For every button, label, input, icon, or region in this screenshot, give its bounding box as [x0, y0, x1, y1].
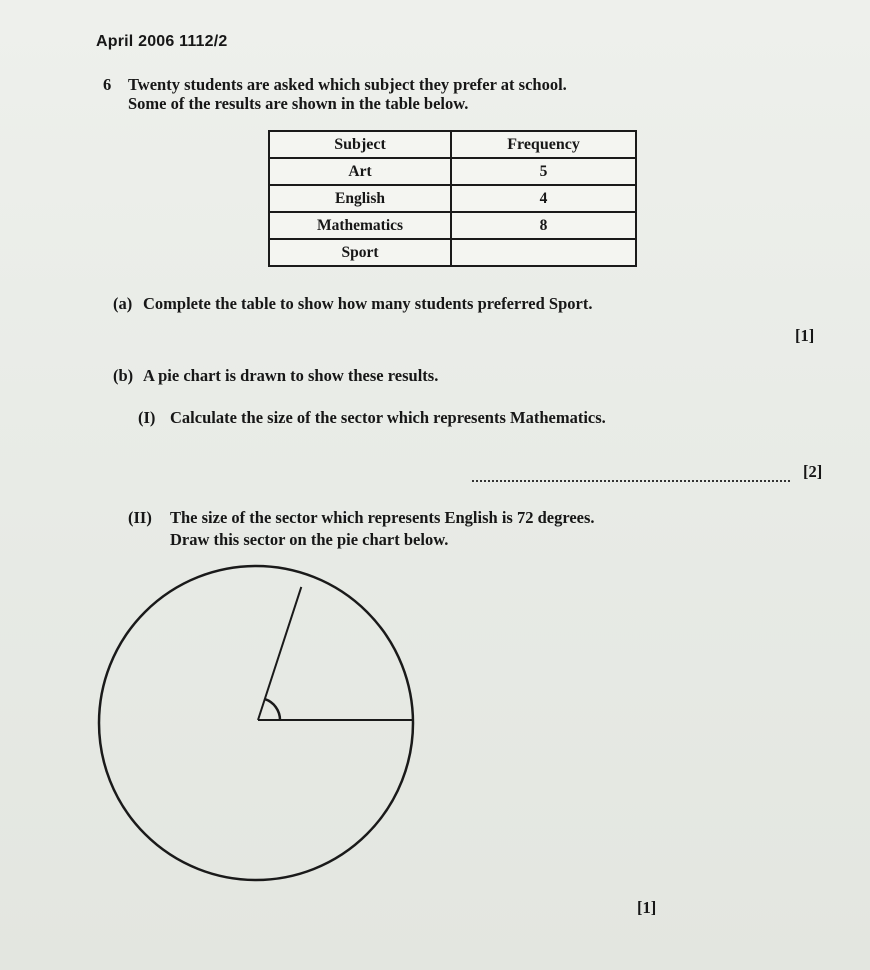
part-b-ii-label: (II)	[128, 508, 152, 527]
table-row	[269, 158, 636, 185]
pie-chart[interactable]	[90, 560, 450, 900]
subject-cell: English	[269, 185, 451, 212]
question-intro-line-1: Twenty students are asked which subject they prefer at school.	[128, 75, 567, 94]
part-b-text: A pie chart is drawn to show these results.	[143, 366, 439, 385]
part-b-i-marks: [2]	[803, 462, 823, 481]
table-row	[269, 239, 636, 266]
sport-frequency-answer-cell[interactable]	[451, 239, 636, 266]
part-b-ii-text-line-2: Draw this sector on the pie chart below.	[170, 530, 449, 549]
subject-cell: Mathematics	[269, 212, 451, 239]
paper-header: April 2006 1112/2	[96, 33, 228, 50]
part-b-label: (b)	[113, 366, 134, 385]
part-a-marks: [1]	[795, 326, 815, 345]
table-row	[269, 185, 636, 212]
subject-cell: Sport	[269, 239, 451, 266]
part-b-i-label: (I)	[138, 408, 156, 427]
part-a-label: (a)	[113, 294, 133, 313]
sector-angle-arc	[265, 699, 280, 720]
frequency-table	[268, 130, 637, 267]
question-intro-line-2: Some of the results are shown in the table below.	[128, 94, 469, 113]
frequency-cell: 5	[451, 158, 636, 185]
table-row	[269, 212, 636, 239]
part-b-i-answer-line[interactable]	[472, 480, 790, 482]
part-b-ii-text-line-1: The size of the sector which represents English is 72 degrees.	[170, 508, 595, 527]
part-a-text: Complete the table to show how many students preferred Sport.	[143, 294, 593, 313]
question-number: 6	[103, 75, 112, 94]
frequency-cell: 4	[451, 185, 636, 212]
sector-radius-angled	[258, 587, 301, 720]
column-header-subject: Subject	[269, 131, 451, 158]
frequency-cell: 8	[451, 212, 636, 239]
part-b-i-text: Calculate the size of the sector which represents Mathematics.	[170, 408, 606, 427]
subject-cell: Art	[269, 158, 451, 185]
part-b-ii-marks: [1]	[637, 898, 657, 917]
table-header-row	[269, 131, 636, 158]
pie-circle	[99, 566, 413, 880]
column-header-frequency: Frequency	[451, 131, 636, 158]
